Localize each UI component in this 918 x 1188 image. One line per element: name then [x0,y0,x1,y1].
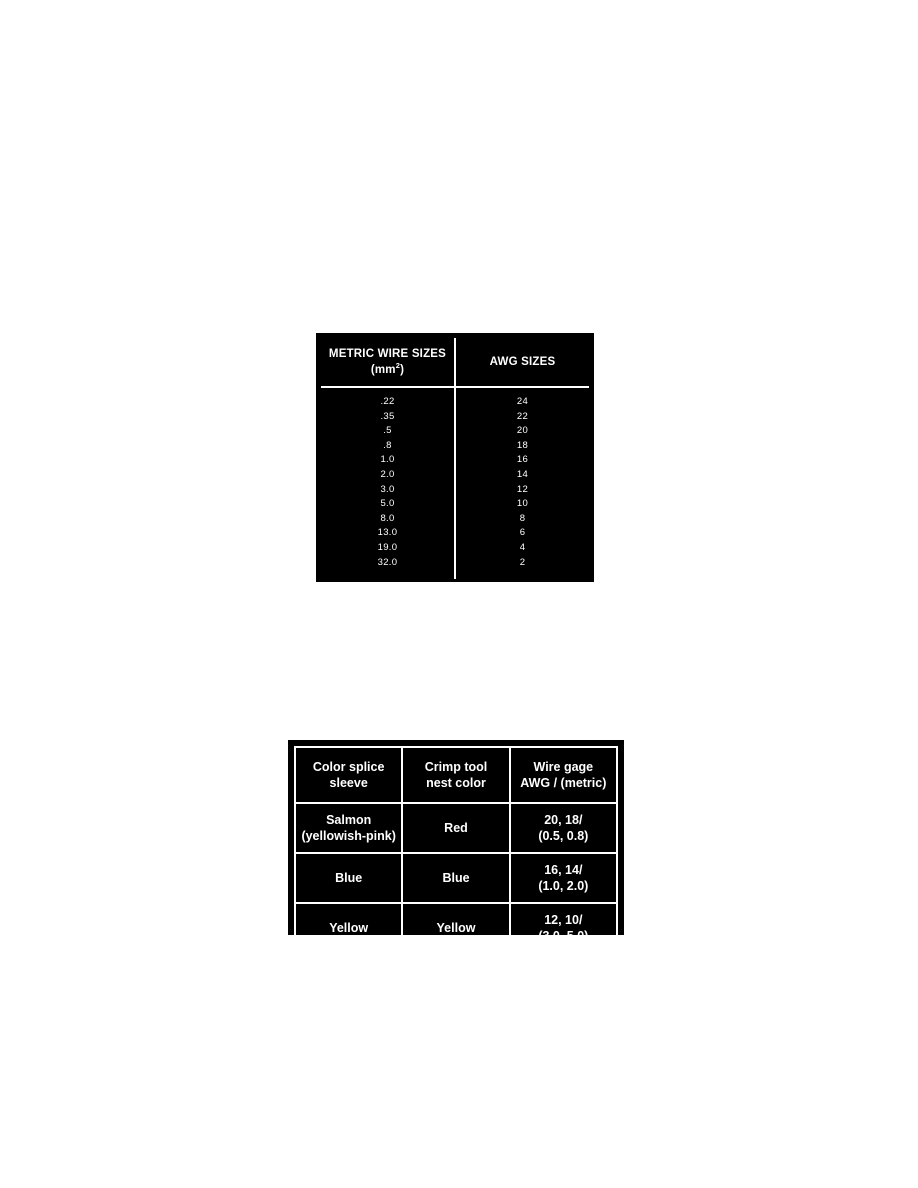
header-metric-suffix: ) [400,363,405,376]
metric-wire-size-table [314,331,596,584]
header-awg-sizes [456,338,589,386]
header-crimp-tool-line1: Crimp tool [424,759,488,774]
awg-value: 12 [516,483,529,495]
cell-sleeve-color-line1: Salmon [326,812,372,827]
metric-value: 19.0 [377,541,398,553]
awg-value: 4 [519,541,526,553]
cell-wire-gage-line2: (0.5, 0.8) [538,829,589,843]
splice-table-header-row [295,747,617,803]
cell-wire-gage-line2: (1.0, 2.0) [538,879,589,893]
cell-nest-color [402,803,509,853]
cell-sleeve-color-line1: Yellow [329,920,369,935]
cell-sleeve-color [295,803,402,853]
metric-value: 8.0 [380,512,395,524]
cell-wire-gage [510,903,617,953]
cell-wire-gage-line1: 20, 18/ [544,812,583,827]
metric-wire-size-table-header-row [321,338,589,388]
splice-sleeve-color-grid [294,746,618,954]
splice-sleeve-color-table [288,740,624,943]
header-metric-wire-sizes-label: METRIC WIRE SIZES (mm [328,347,447,376]
header-metric-superscript: 2 [395,361,401,371]
metric-value: 32.0 [377,556,398,568]
header-color-splice-sleeve-line2: sleeve [329,776,368,790]
cell-nest-color [402,853,509,903]
cell-nest-color [402,903,509,953]
table-row [295,853,617,903]
cell-nest-color-label: Blue [442,870,470,885]
header-awg-sizes-label: AWG SIZES [489,355,556,368]
cell-nest-color-label: Red [444,820,468,835]
table-row [295,803,617,853]
cell-nest-color-label: Yellow [436,920,476,935]
header-crimp-tool-line2: nest color [426,776,486,790]
awg-value: 16 [516,454,529,466]
metric-value: 5.0 [380,498,395,510]
metric-value: 2.0 [380,468,395,480]
metric-value: .5 [383,425,392,437]
metric-value: 1.0 [380,454,395,466]
header-wire-gage-line1: Wire gage [533,759,594,774]
awg-value: 24 [516,396,529,407]
awg-value: 10 [516,498,529,510]
awg-value: 14 [516,468,529,480]
header-crimp-tool-nest-color [402,747,509,803]
awg-values-column [456,388,589,579]
cell-wire-gage-line2: (3.0, 5.0) [538,929,589,943]
metric-value: .22 [380,396,395,407]
table-row [295,903,617,953]
header-metric-wire-sizes-text [321,347,454,378]
cell-sleeve-color-line2: (yellowish-pink) [301,829,396,843]
awg-value: 18 [516,439,529,451]
awg-value: 22 [516,410,529,422]
header-metric-wire-sizes [321,338,456,386]
cell-wire-gage [510,803,617,853]
awg-value: 2 [519,556,526,568]
metric-value: .8 [383,439,392,451]
metric-values-column [321,388,456,579]
awg-value: 8 [519,512,526,524]
awg-value: 6 [519,527,526,539]
header-color-splice-sleeve [295,747,402,803]
cell-wire-gage-line1: 12, 10/ [544,912,583,927]
cell-sleeve-color-line1: Blue [335,870,363,885]
cell-sleeve-color [295,853,402,903]
awg-value: 20 [516,425,529,437]
header-color-splice-sleeve-line1: Color splice [312,759,385,774]
header-wire-gage-line2: AWG / (metric) [520,776,607,790]
header-wire-gage [510,747,617,803]
metric-wire-size-table-body [321,388,589,579]
cell-wire-gage [510,853,617,903]
metric-value: .35 [380,410,395,422]
cell-wire-gage-line1: 16, 14/ [544,862,583,877]
metric-value: 13.0 [377,527,398,539]
metric-value: 3.0 [380,483,395,495]
cell-sleeve-color [295,903,402,953]
metric-wire-size-table-inner [321,338,589,577]
